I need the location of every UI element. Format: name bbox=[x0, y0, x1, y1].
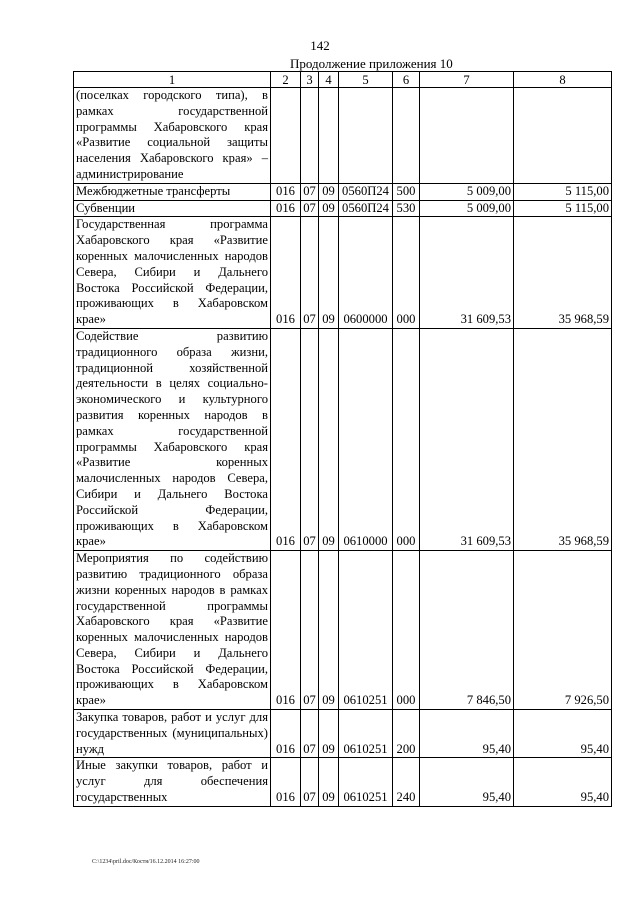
cell-subsection: 09 bbox=[319, 551, 339, 710]
column-header: 5 bbox=[339, 72, 393, 88]
cell-amount-year-1: 31 609,53 bbox=[420, 217, 514, 329]
cell-expense-type bbox=[393, 88, 420, 184]
cell-section: 07 bbox=[301, 551, 319, 710]
row-description: Иные закупки товаров, работ и услуг для обеспечения государственных bbox=[74, 758, 271, 806]
cell-ministry-code bbox=[271, 88, 301, 184]
cell-amount-year-1: 5 009,00 bbox=[420, 183, 514, 200]
cell-ministry-code: 016 bbox=[271, 551, 301, 710]
column-header: 6 bbox=[393, 72, 420, 88]
row-description: Межбюджетные трансферты bbox=[74, 183, 271, 200]
page-number: 142 bbox=[310, 38, 330, 53]
cell-section: 07 bbox=[301, 217, 319, 329]
cell-target-article: 0600000 bbox=[339, 217, 393, 329]
cell-amount-year-2: 35 968,59 bbox=[514, 328, 612, 550]
cell-expense-type: 530 bbox=[393, 200, 420, 217]
row-description: Содействие развитию традиционного образа жизни, традиционной хозяйственной деятельности в целях социально-экономического и культурного развития коренных народов в рамках государственной программы Хабаровского края «Развитие коренных малочисленных народов Севера, Сибири и Дальнего Востока Российской Федерации, проживающих в Хабаровском крае» bbox=[74, 328, 271, 550]
cell-expense-type: 000 bbox=[393, 217, 420, 329]
row-description: Мероприятия по содействию развитию традиционного образа жизни коренных народов в рамках государственной программы Хабаровского края «Развитие коренных малочисленных народов Севера, Сибири и Дальнего Востока Российской Федерации, проживающих в Хабаровском крае» bbox=[74, 551, 271, 710]
cell-target-article: 0610000 bbox=[339, 328, 393, 550]
table-row bbox=[74, 88, 612, 184]
cell-ministry-code: 016 bbox=[271, 758, 301, 806]
row-description: (поселках городского типа), в рамках государственной программы Хабаровского края «Развитие социальной защиты населения Хабаровского края» – администрирование bbox=[74, 88, 271, 184]
cell-section: 07 bbox=[301, 328, 319, 550]
cell-amount-year-2 bbox=[514, 88, 612, 184]
cell-expense-type: 000 bbox=[393, 328, 420, 550]
cell-subsection: 09 bbox=[319, 710, 339, 758]
cell-target-article: 0610251 bbox=[339, 758, 393, 806]
appendix-caption: Продолжение приложения 10 bbox=[290, 56, 453, 71]
cell-ministry-code: 016 bbox=[271, 710, 301, 758]
column-header: 4 bbox=[319, 72, 339, 88]
cell-subsection bbox=[319, 88, 339, 184]
cell-subsection: 09 bbox=[319, 183, 339, 200]
cell-amount-year-2: 95,40 bbox=[514, 710, 612, 758]
table-row bbox=[74, 551, 612, 710]
cell-target-article: 0560П24 bbox=[339, 183, 393, 200]
cell-expense-type: 000 bbox=[393, 551, 420, 710]
cell-target-article: 0610251 bbox=[339, 551, 393, 710]
cell-subsection: 09 bbox=[319, 328, 339, 550]
cell-amount-year-1: 95,40 bbox=[420, 710, 514, 758]
cell-section bbox=[301, 88, 319, 184]
table-header-row bbox=[74, 72, 612, 88]
row-description: Закупка товаров, работ и услуг для государственных (муниципальных) нужд bbox=[74, 710, 271, 758]
cell-amount-year-2: 7 926,50 bbox=[514, 551, 612, 710]
budget-table bbox=[73, 71, 612, 807]
cell-subsection: 09 bbox=[319, 200, 339, 217]
row-description: Субвенции bbox=[74, 200, 271, 217]
column-header: 8 bbox=[514, 72, 612, 88]
cell-ministry-code: 016 bbox=[271, 183, 301, 200]
cell-section: 07 bbox=[301, 200, 319, 217]
table-row bbox=[74, 183, 612, 200]
column-header: 7 bbox=[420, 72, 514, 88]
cell-amount-year-2: 5 115,00 bbox=[514, 183, 612, 200]
table-row bbox=[74, 710, 612, 758]
cell-amount-year-2: 35 968,59 bbox=[514, 217, 612, 329]
column-header: 3 bbox=[301, 72, 319, 88]
cell-subsection: 09 bbox=[319, 217, 339, 329]
cell-ministry-code: 016 bbox=[271, 200, 301, 217]
footer-file-path: C:\1234\pril.doc/Костя/16.12.2014 16:27:00 bbox=[92, 859, 200, 865]
cell-amount-year-1 bbox=[420, 88, 514, 184]
cell-amount-year-1: 5 009,00 bbox=[420, 200, 514, 217]
table-row bbox=[74, 328, 612, 550]
table-row bbox=[74, 758, 612, 806]
cell-ministry-code: 016 bbox=[271, 328, 301, 550]
cell-target-article: 0560П24 bbox=[339, 200, 393, 217]
column-header: 1 bbox=[74, 72, 271, 88]
cell-expense-type: 240 bbox=[393, 758, 420, 806]
cell-amount-year-1: 31 609,53 bbox=[420, 328, 514, 550]
cell-section: 07 bbox=[301, 758, 319, 806]
table-row bbox=[74, 200, 612, 217]
row-description: Государственная программа Хабаровского края «Развитие коренных малочисленных народов Севера, Сибири и Дальнего Востока Российской Федерации, проживающих в Хабаровском крае» bbox=[74, 217, 271, 329]
cell-section: 07 bbox=[301, 183, 319, 200]
cell-amount-year-2: 95,40 bbox=[514, 758, 612, 806]
cell-target-article: 0610251 bbox=[339, 710, 393, 758]
cell-amount-year-1: 7 846,50 bbox=[420, 551, 514, 710]
cell-amount-year-1: 95,40 bbox=[420, 758, 514, 806]
cell-target-article bbox=[339, 88, 393, 184]
cell-ministry-code: 016 bbox=[271, 217, 301, 329]
column-header: 2 bbox=[271, 72, 301, 88]
cell-expense-type: 200 bbox=[393, 710, 420, 758]
cell-section: 07 bbox=[301, 710, 319, 758]
cell-expense-type: 500 bbox=[393, 183, 420, 200]
cell-subsection: 09 bbox=[319, 758, 339, 806]
table-row bbox=[74, 217, 612, 329]
cell-amount-year-2: 5 115,00 bbox=[514, 200, 612, 217]
